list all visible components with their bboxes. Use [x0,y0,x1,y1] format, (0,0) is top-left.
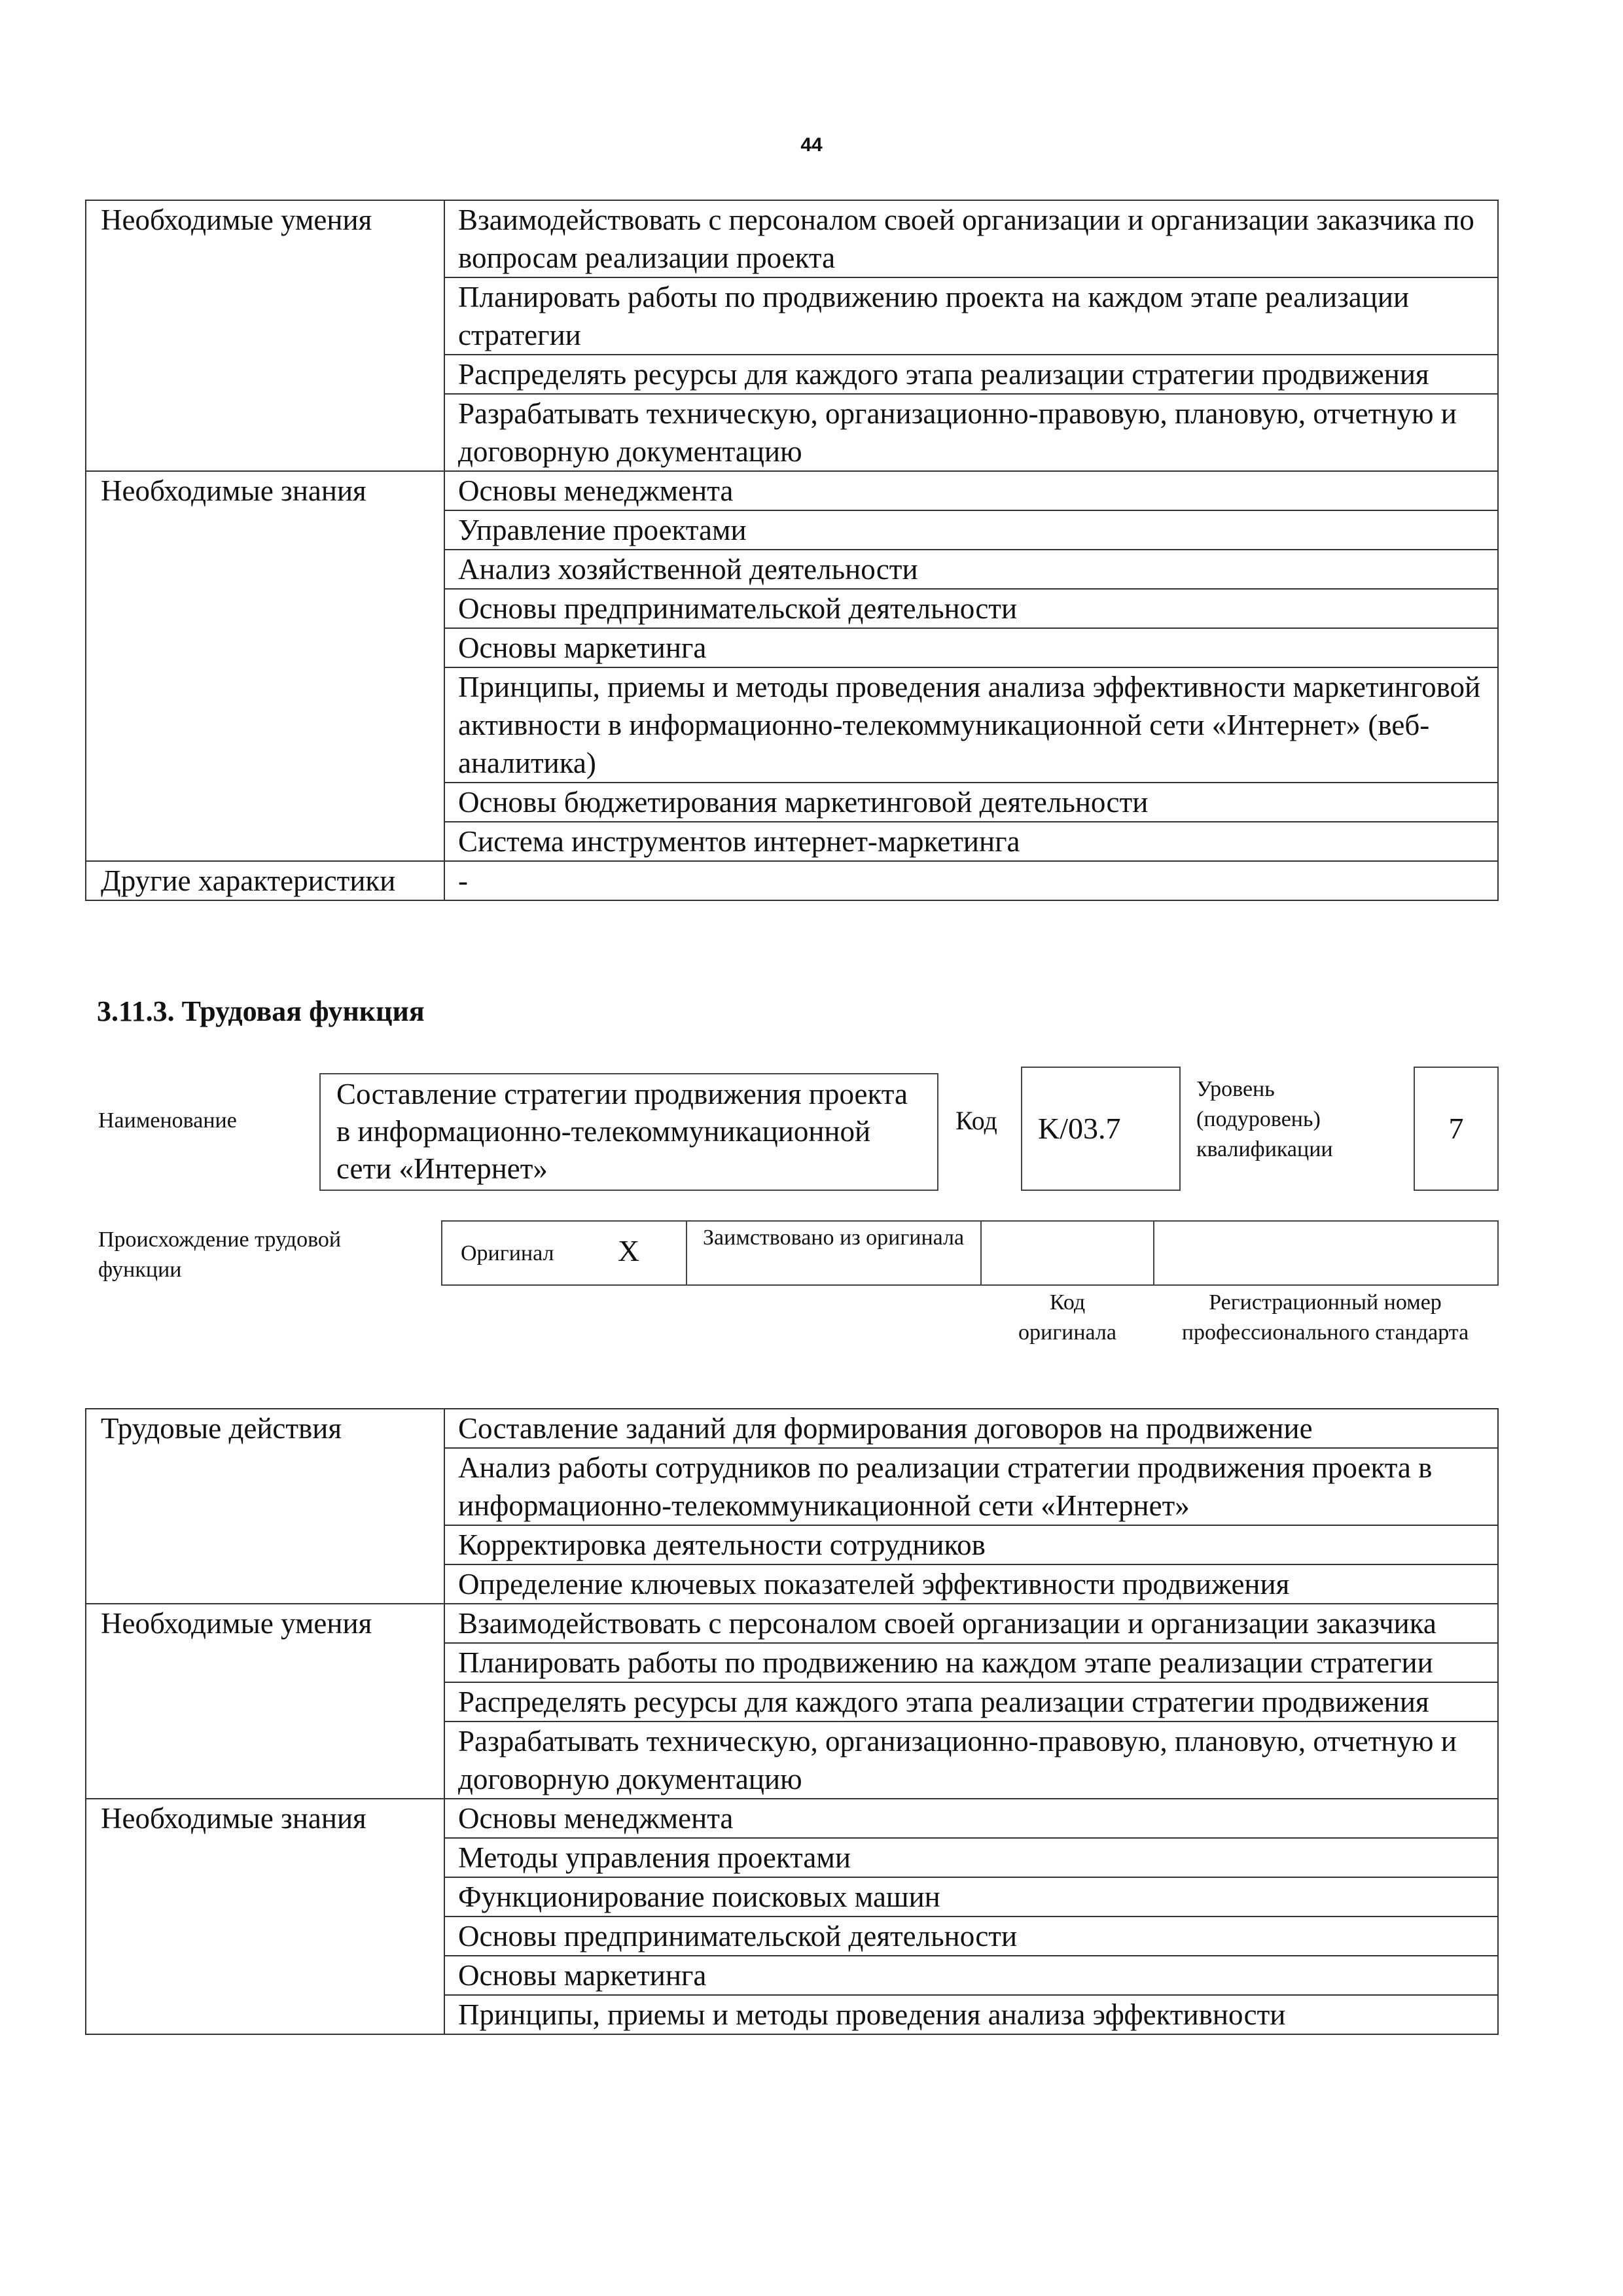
table-row [86,200,1498,277]
table-row [86,1799,1498,1838]
name-label: Наименование [98,1108,237,1133]
table-cell: Планировать работы по продвижению на каждом этапе реализации стратегии [444,1643,1498,1682]
borrowed-label: Заимствовано из оригинала [686,1220,982,1286]
table-row [86,1409,1498,1448]
table-cell: Основы бюджетирования маркетинговой деятельности [444,783,1498,822]
table-cell: Основы маркетинга [444,1956,1498,1995]
group-label: Трудовые действия [86,1409,444,1604]
origin-label: Происхождение трудовой функции [98,1227,342,1282]
level-label: Уровень (подуровень) квалификации [1196,1077,1333,1161]
qualification-level: 7 [1414,1067,1499,1191]
table-cell: Взаимодействовать с персоналом своей организации и организации заказчика [444,1604,1498,1643]
table-cell: Основы предпринимательской деятельности [444,589,1498,628]
table-cell: Распределять ресурсы для каждого этапа реализации стратегии продвижения [444,1682,1498,1722]
table-row [86,471,1498,510]
page-number: 44 [800,134,823,156]
table-cell: Взаимодействовать с персоналом своей организации и организации заказчика по вопросам реализации проекта [444,200,1498,277]
top-requirements-table [85,200,1499,901]
table-cell: Анализ работы сотрудников по реализации стратегии продвижения проекта в информационно-телекоммуникационной сети «Интернет» [444,1448,1498,1525]
table-cell: Анализ хозяйственной деятельности [444,550,1498,589]
group-label: Необходимые умения [86,1604,444,1799]
code-caption: Код оригинала [1018,1290,1116,1345]
table-cell: Разрабатывать техническую, организационно-правовую, плановую, отчетную и договорную документацию [444,394,1498,471]
table-cell: Основы маркетинга [444,628,1498,667]
group-label: Необходимые знания [86,471,444,861]
function-code: K/03.7 [1021,1067,1181,1191]
original-cell [441,1220,687,1286]
original-code-cell [980,1220,1154,1286]
table-cell: Система инструментов интернет-маркетинга [444,822,1498,861]
registration-number-cell [1153,1220,1499,1286]
table-cell: Функционирование поисковых машин [444,1877,1498,1916]
registration-caption: Регистрационный номер профессионального стандарта [1181,1290,1469,1345]
table-cell: - [444,861,1498,900]
group-label: Необходимые знания [86,1799,444,2034]
code-label: Код [955,1106,997,1135]
table-cell: Принципы, приемы и методы проведения анализа эффективности маркетинговой активности в информационно-телекоммуникационной сети «Интернет» (веб-аналитика) [444,667,1498,783]
table-cell: Основы менеджмента [444,471,1498,510]
table-cell: Корректировка деятельности сотрудников [444,1525,1498,1564]
table-cell: Управление проектами [444,510,1498,550]
original-label: Оригинал [461,1241,554,1265]
table-row [86,861,1498,900]
group-label: Другие характеристики [86,861,444,900]
table-cell: Определение ключевых показателей эффективности продвижения [444,1564,1498,1604]
table-cell: Распределять ресурсы для каждого этапа реализации стратегии продвижения [444,355,1498,394]
original-mark: X [618,1234,640,1267]
table-cell: Составление заданий для формирования договоров на продвижение [444,1409,1498,1448]
table-cell: Основы менеджмента [444,1799,1498,1838]
table-cell: Разрабатывать техническую, организационно-правовую, плановую, отчетную и договорную документацию [444,1722,1498,1799]
group-label: Необходимые умения [86,200,444,471]
table-cell: Методы управления проектами [444,1838,1498,1877]
table-row [86,1604,1498,1643]
bottom-requirements-table [85,1408,1499,2035]
table-cell: Планировать работы по продвижению проекта на каждом этапе реализации стратегии [444,277,1498,355]
section-heading: 3.11.3. Трудовая функция [97,995,425,1027]
table-cell: Принципы, приемы и методы проведения анализа эффективности [444,1995,1498,2034]
table-cell: Основы предпринимательской деятельности [444,1916,1498,1956]
function-name: Составление стратегии продвижения проекта в информационно-телекоммуникационной сети «Интернет» [319,1073,938,1191]
